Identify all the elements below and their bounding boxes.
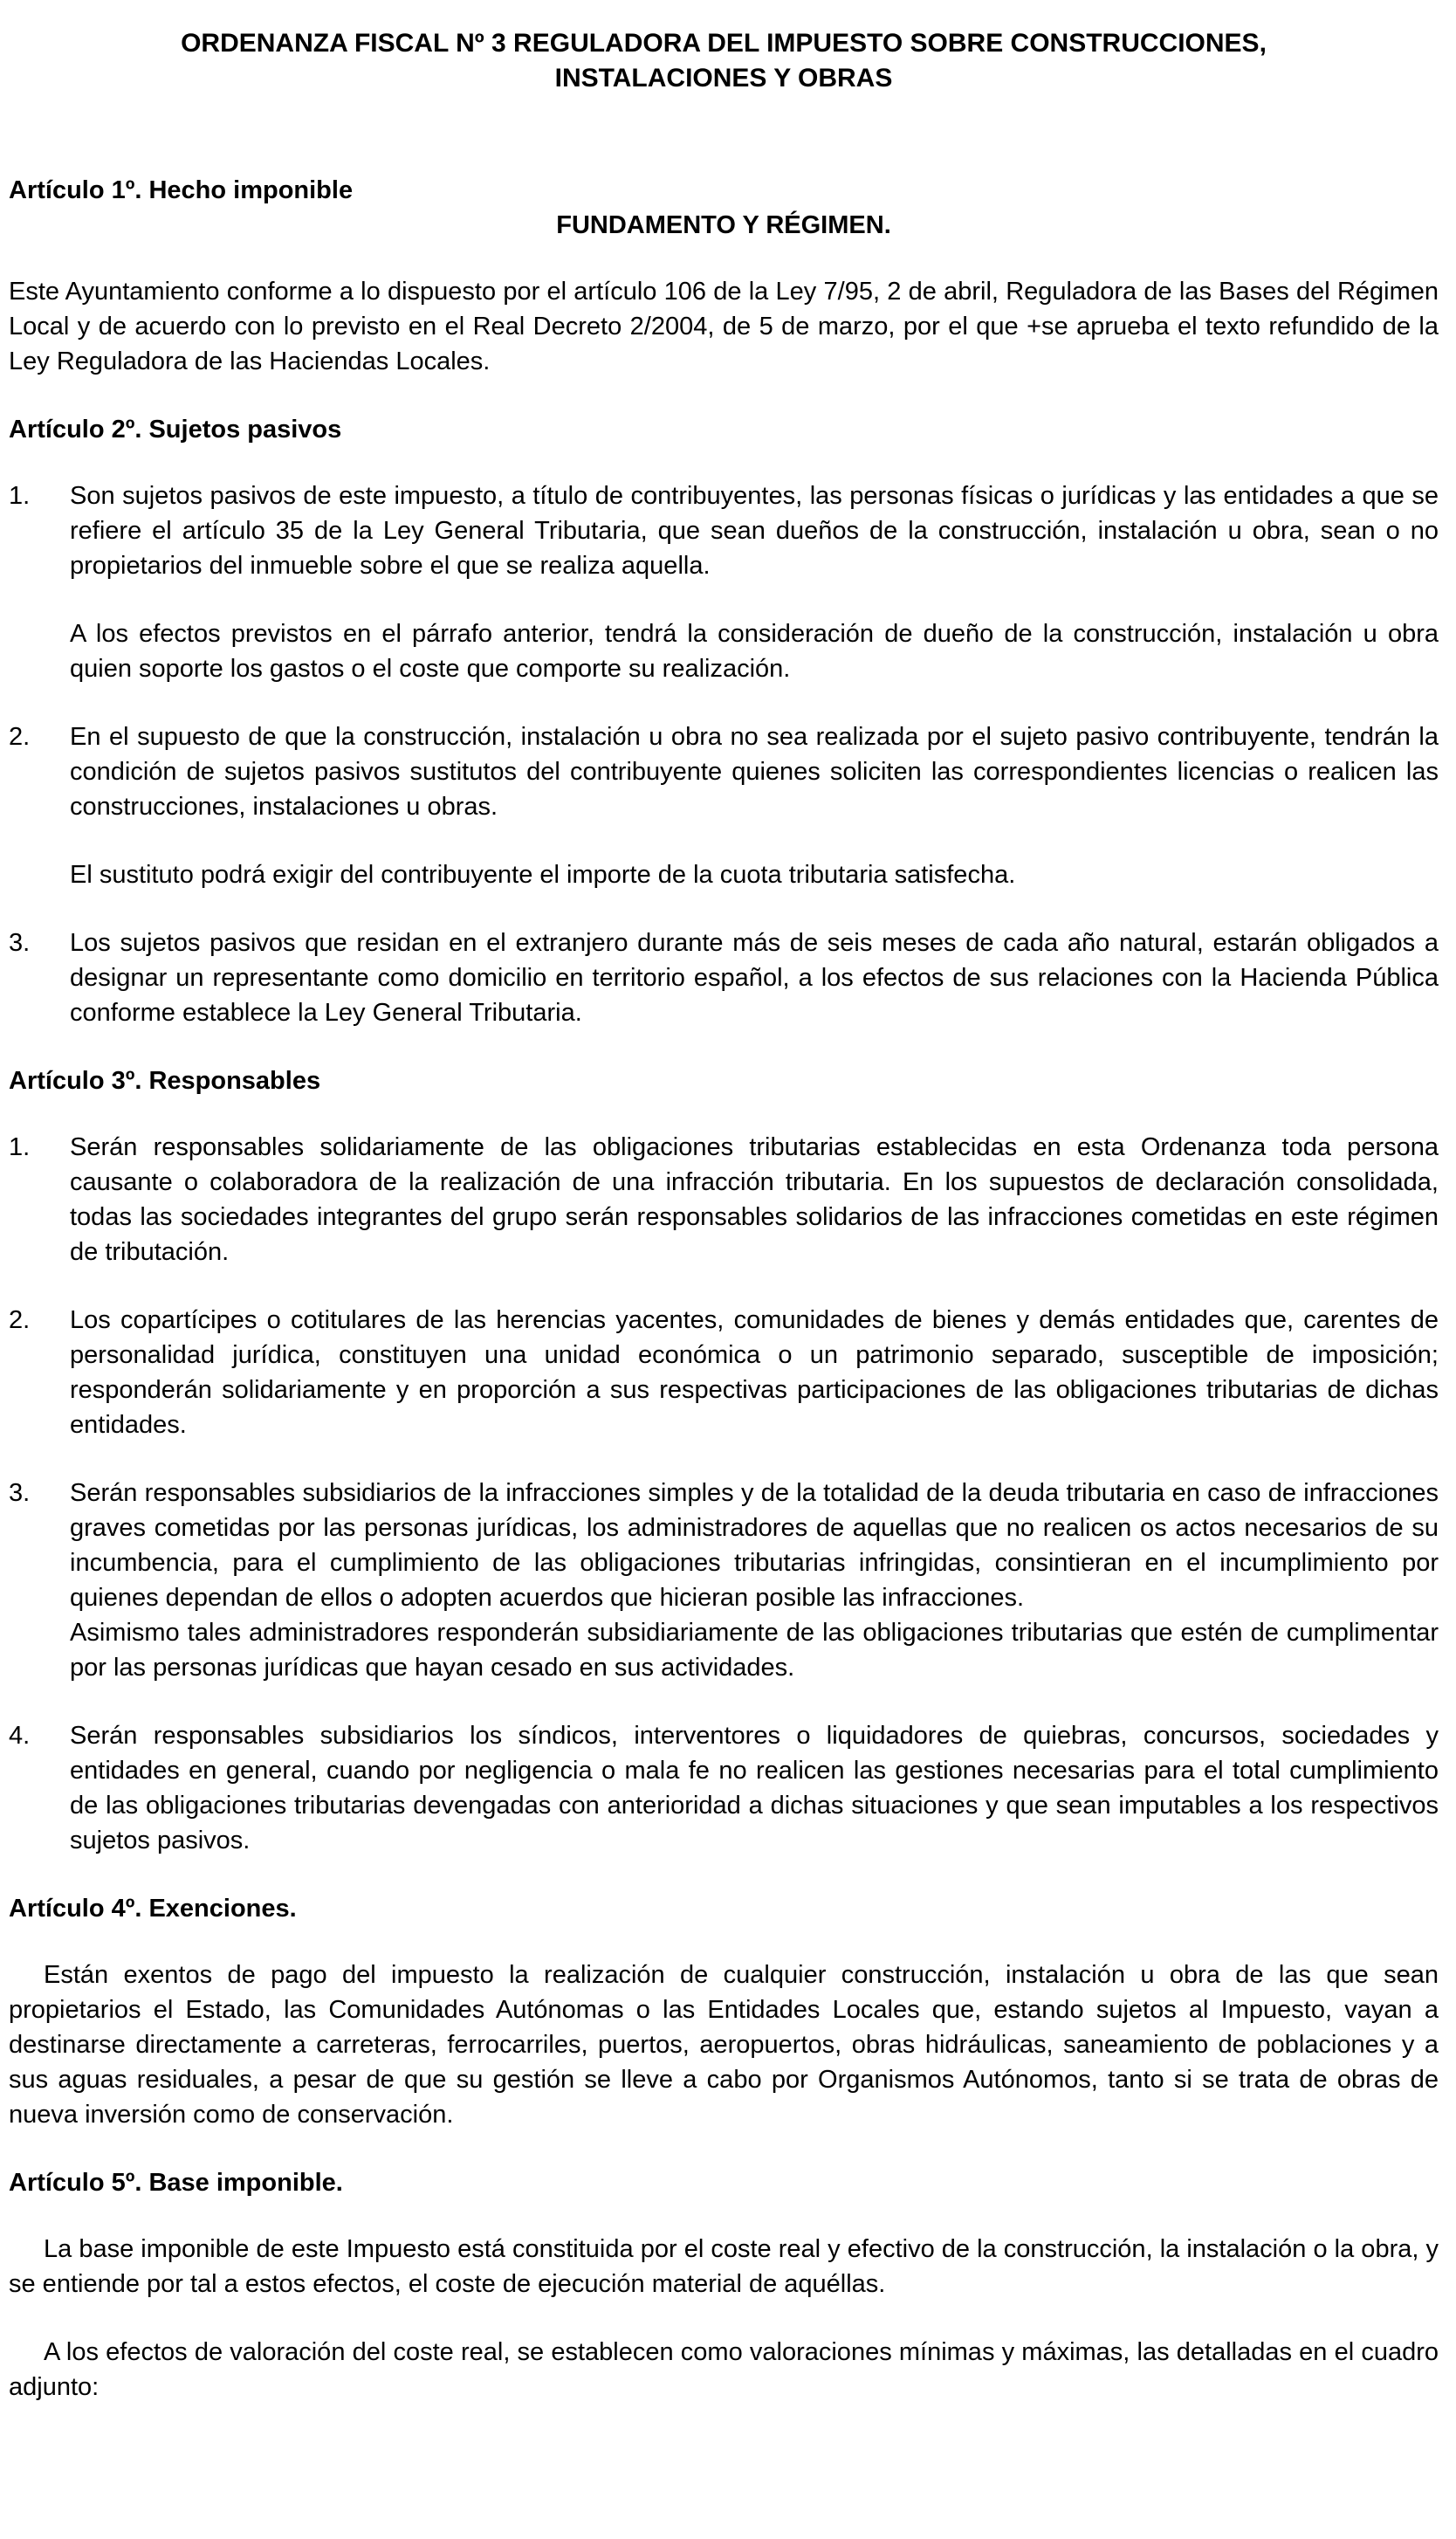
item-number: 4. bbox=[9, 1722, 31, 1750]
item-number: 2. bbox=[9, 723, 31, 751]
item-number: 1. bbox=[9, 482, 31, 510]
article-1-heading: Artículo 1º. Hecho imponible bbox=[9, 176, 354, 204]
item-paragraph: Los copartícipes o cotitulares de las herencias yacentes, comunidades de bienes y demás entidades que, carentes de personalidad jurídica, constituyen una unidad económica o un patrimonio separado, susceptible de imposición; responderán solidariamente y en proporción a sus respectivas participaciones de las obligaciones tributarias de dichas entidades. bbox=[70, 1306, 1439, 1439]
article-3-item-2 bbox=[9, 1303, 1439, 1442]
document-title-line-1: ORDENANZA FISCAL Nº 3 REGULADORA DEL IMPUESTO SOBRE CONSTRUCCIONES, bbox=[181, 29, 1267, 58]
article-5-text-1: La base imponible de este Impuesto está constituida por el coste real y efectivo de la construcción, la instalación o la obra, y se entiende por tal a estos efectos, el coste de ejecución material de aquéllas. bbox=[9, 2235, 1439, 2298]
item-body bbox=[70, 719, 1439, 892]
article-3-item-3 bbox=[9, 1476, 1439, 1685]
article-3-heading: Artículo 3º. Responsables bbox=[9, 1067, 321, 1095]
article-5-text-2: A los efectos de valoración del coste real, se establecen como valoraciones mínimas y máximas, las detalladas en el cuadro adjunto: bbox=[9, 2338, 1439, 2401]
item-paragraph: Asimismo tales administradores responderán subsidiariamente de las obligaciones tributarias que estén de cumplimentar por las personas jurídicas que hayan cesado en sus actividades. bbox=[70, 1619, 1439, 1682]
article-2-item-1 bbox=[9, 478, 1439, 686]
item-body bbox=[70, 925, 1439, 1030]
item-paragraph: Serán responsables subsidiarios los síndicos, interventores o liquidadores de quiebras, concursos, sociedades y entidades en general, cuando por negligencia o mala fe no realicen las gestiones necesarias para el total cumplimiento de las obligaciones tributarias devengadas con anterioridad a dichas situaciones y que sean imputables a los respectivos sujetos pasivos. bbox=[70, 1722, 1439, 1854]
item-paragraph: En el supuesto de que la construcción, instalación u obra no sea realizada por el sujeto pasivo contribuyente, tendrán la condición de sujetos pasivos sustitutos del contribuyente quienes soliciten las correspondientes licencias o realicen las construcciones, instalaciones u obras. bbox=[70, 723, 1439, 821]
document-title-line-2: INSTALACIONES Y OBRAS bbox=[554, 64, 893, 93]
item-body bbox=[70, 478, 1439, 686]
item-paragraph: Serán responsables solidariamente de las obligaciones tributarias establecidas en esta Ordenanza toda persona causante o colaboradora de la realización de una infracción tributaria. En los supuestos de declaración consolidada, todas las sociedades integrantes del grupo serán responsables solidarios de las infracciones cometidas en este régimen de tributación. bbox=[70, 1133, 1439, 1266]
item-paragraph: Serán responsables subsidiarios de la infracciones simples y de la totalidad de la deuda tributaria en caso de infracciones graves cometidas por las personas jurídicas, los administradores de aquellas que no realicen os actos necesarios de su incumbencia, para el cumplimiento de las obligaciones tributarias infringidas, consintieran en el incumplimiento por quienes dependan de ellos o adopten acuerdos que hicieran posible las infracciones. bbox=[70, 1479, 1439, 1612]
item-paragraph: Son sujetos pasivos de este impuesto, a título de contribuyentes, las personas físicas o jurídicas y las entidades a que se refiere el artículo 35 de la Ley General Tributaria, que sean dueños de la construcción, instalación u obra, sean o no propietarios del inmueble sobre el que se realiza aquella. bbox=[70, 482, 1439, 580]
article-4-heading: Artículo 4º. Exenciones. bbox=[9, 1895, 297, 1923]
item-body bbox=[70, 1303, 1439, 1442]
article-4-text: Están exentos de pago del impuesto la realización de cualquier construcción, instalación u obra de las que sean propietarios el Estado, las Comunidades Autónomas o las Entidades Locales que, estando sujetos al Impuesto, vayan a destinarse directamente a carreteras, ferrocarriles, puertos, aeropuertos, obras hidráulicas, saneamiento de poblaciones y a sus aguas residuales, a pesar de que su gestión se lleve a cabo por Organismos Autónomos, tanto si se trata de obras de nueva inversión como de conservación. bbox=[9, 1961, 1439, 2129]
item-number: 3. bbox=[9, 929, 31, 957]
article-1-text: Este Ayuntamiento conforme a lo dispuesto por el artículo 106 de la Ley 7/95, 2 de abril, Reguladora de las Bases del Régimen Local y de acuerdo con lo previsto en el Real Decreto 2/2004, de 5 de marzo, por el que +se aprueba el texto refundido de la Ley Reguladora de las Haciendas Locales. bbox=[9, 278, 1439, 375]
article-1-subheading: FUNDAMENTO Y RÉGIMEN. bbox=[556, 211, 891, 239]
item-number: 1. bbox=[9, 1133, 31, 1161]
article-5-heading: Artículo 5º. Base imponible. bbox=[9, 2169, 343, 2197]
article-2-item-2 bbox=[9, 719, 1439, 892]
item-body bbox=[70, 1718, 1439, 1858]
article-2-heading: Artículo 2º. Sujetos pasivos bbox=[9, 416, 342, 444]
item-paragraph: A los efectos previstos en el párrafo anterior, tendrá la consideración de dueño de la construcción, instalación u obra quien soporte los gastos o el coste que comporte su realización. bbox=[70, 620, 1439, 683]
document-title bbox=[9, 26, 1439, 96]
item-number: 2. bbox=[9, 1306, 31, 1334]
item-body bbox=[70, 1476, 1439, 1685]
item-body bbox=[70, 1130, 1439, 1270]
article-2-item-3 bbox=[9, 925, 1439, 1030]
item-paragraph: El sustituto podrá exigir del contribuyente el importe de la cuota tributaria satisfecha. bbox=[70, 861, 1016, 889]
article-3-item-4 bbox=[9, 1718, 1439, 1858]
article-1-subheading-text: FUNDAMENTO Y RÉGIMEN bbox=[556, 211, 884, 239]
item-paragraph: Los sujetos pasivos que residan en el extranjero durante más de seis meses de cada año natural, estarán obligados a designar un representante como domicilio en territorio español, a los efectos de sus relaciones con la Hacienda Pública conforme establece la Ley General Tributaria. bbox=[70, 929, 1439, 1027]
article-3-item-1 bbox=[9, 1130, 1439, 1270]
item-number: 3. bbox=[9, 1479, 31, 1507]
